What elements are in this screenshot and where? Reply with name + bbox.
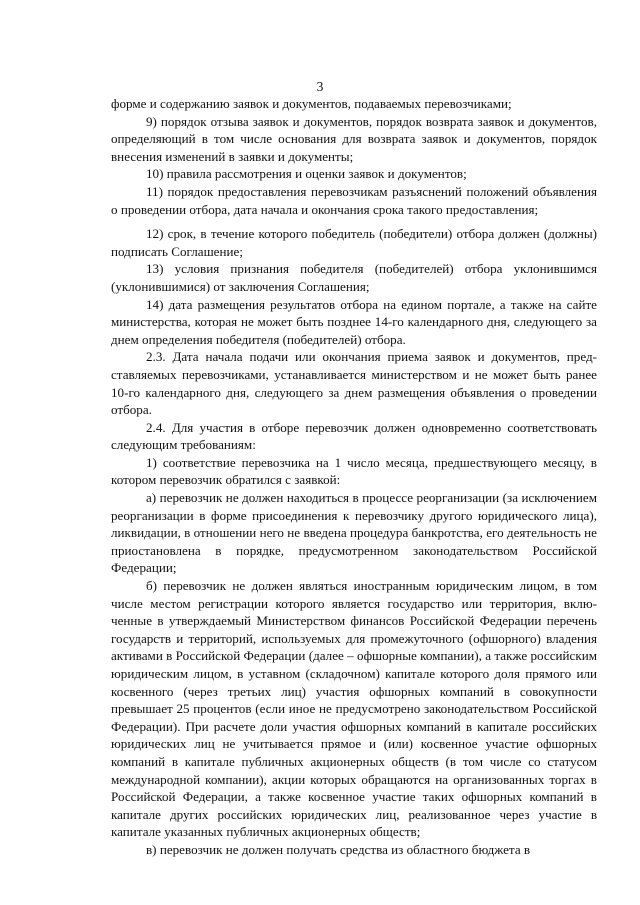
paragraph-item-11: 11) порядок предоставления перевозчикам разъяснений положений объявления о проведении отбора, дата начала и окончания срока такого предоставления; — [111, 183, 597, 217]
paragraph-requirement-1b: б) перевозчик не должен являться иностранным юридическим лицом, в том числе местом регистрации которого является государство или территория, включенные в утверждаемый Министерством финансов Российской Федерации перечень государств и территорий, используемых для промежуточного (офшорного) владения активами в Российской Федерации (далее – офшорные компании), а также российским юридическим лицом, в уставном (складочном) капитале которого доля прямого или косвенного (через третьих лиц) участия офшорных компаний в совокупности превышает 25 процентов (если иное не предусмотрено законодательством Российской Федерации). При расчете доли участия офшорных компаний в капитале российских юридических лиц не учитывается прямое и (или) косвенное участие офшорных компаний в капитале публичных акционерных обществ (в том числе со статусом международной компании), акции которых обращаются на организованных торгах в Российской Федерации, а также косвенное участие таких офшорных компаний в капитале других российских юридических лиц, реализованное через участие в капитале указанных публичных акционерных обществ; — [111, 578, 597, 840]
paragraph-item-9: 9) порядок отзыва заявок и документов, порядок возврата заявок и документов, определяющий в том числе основания для возврата заявок и документов, порядок внесения изменений в заявки и документы; — [111, 113, 597, 164]
paragraph-item-13: 13) условия признания победителя (победителей) отбора уклонившимся (уклонившимися) от заключения Соглашения; — [111, 261, 597, 294]
document-body — [111, 95, 597, 859]
paragraph-requirement-1v: в) перевозчик не должен получать средства из областного бюджета в — [146, 841, 531, 857]
paragraph-item-10: 10) правила рассмотрения и оценки заявок и документов; — [146, 166, 467, 182]
paragraph-2-4: 2.4. Для участия в отборе перевозчик должен одновременно соответствовать следующим требованиям: — [111, 419, 597, 453]
paragraph-item-12: 12) срок, в течение которого победитель (победители) отбора должен (должны) подписать Соглашение; — [111, 226, 597, 259]
paragraph-2-3: 2.3. Дата начала подачи или окончания приема заявок и документов, представляемых перевозчиками, устанавливается министерством и не может быть ранее 10-го календарного дня, следующего за днем размещения объявления о проведении отбора. — [111, 349, 597, 418]
paragraph-requirement-1: 1) соответствие перевозчика на 1 число месяца, предшествующего месяцу, в котором перевозчик обратился с заявкой: — [111, 454, 597, 488]
paragraph-continuation: форме и содержанию заявок и документов, подаваемых перевозчиками; — [111, 96, 512, 111]
page-number: 3 — [316, 79, 324, 94]
paragraph-item-14: 14) дата размещения результатов отбора на едином портале, а также на сайте министерства, которая не может быть позднее 14-го календарного дня, следующего за днем определения победителя (победителей) отбора. — [111, 296, 597, 347]
paragraph-requirement-1a: а) перевозчик не должен находиться в процессе реорганизации (за исключением реорганизации в форме присоединения к перевозчику другого юридического лица), ликвидации, в отношении него не введена процедура банкротства, его деятельность не приостановлена в порядке, предусмотренном законодательством Российской Федерации; — [111, 490, 597, 576]
